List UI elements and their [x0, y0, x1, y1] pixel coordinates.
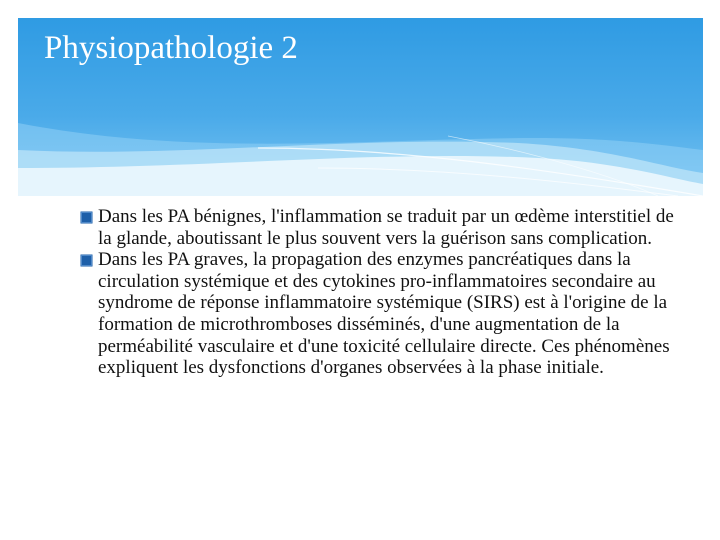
bullet-text: Dans les PA bénignes, l'inflammation se traduit par un œdème interstitiel de la glande, aboutissant le plus souvent vers la guérison sans complication. [98, 206, 674, 249]
checkbox-square-icon [80, 254, 93, 267]
bullet-list [80, 206, 680, 379]
slide-title: Physiopathologie 2 [44, 30, 298, 66]
bullet-item [80, 206, 680, 249]
checkbox-square-icon [80, 211, 93, 224]
bullet-item [80, 249, 680, 379]
bullet-text: Dans les PA graves, la propagation des enzymes pancréatiques dans la circulation systémique et des cytokines pro-inflammatoires secondaire au syndrome de réponse inflammatoire systémique (SIRS) est à l'origine de la formation de microthromboses disséminés, d'une augmentation de la perméabilité vasculaire et d'une toxicité cellulaire directe. Ces phénomènes expliquent les dysfonctions d'organes observées à la phase initiale. [98, 249, 670, 379]
